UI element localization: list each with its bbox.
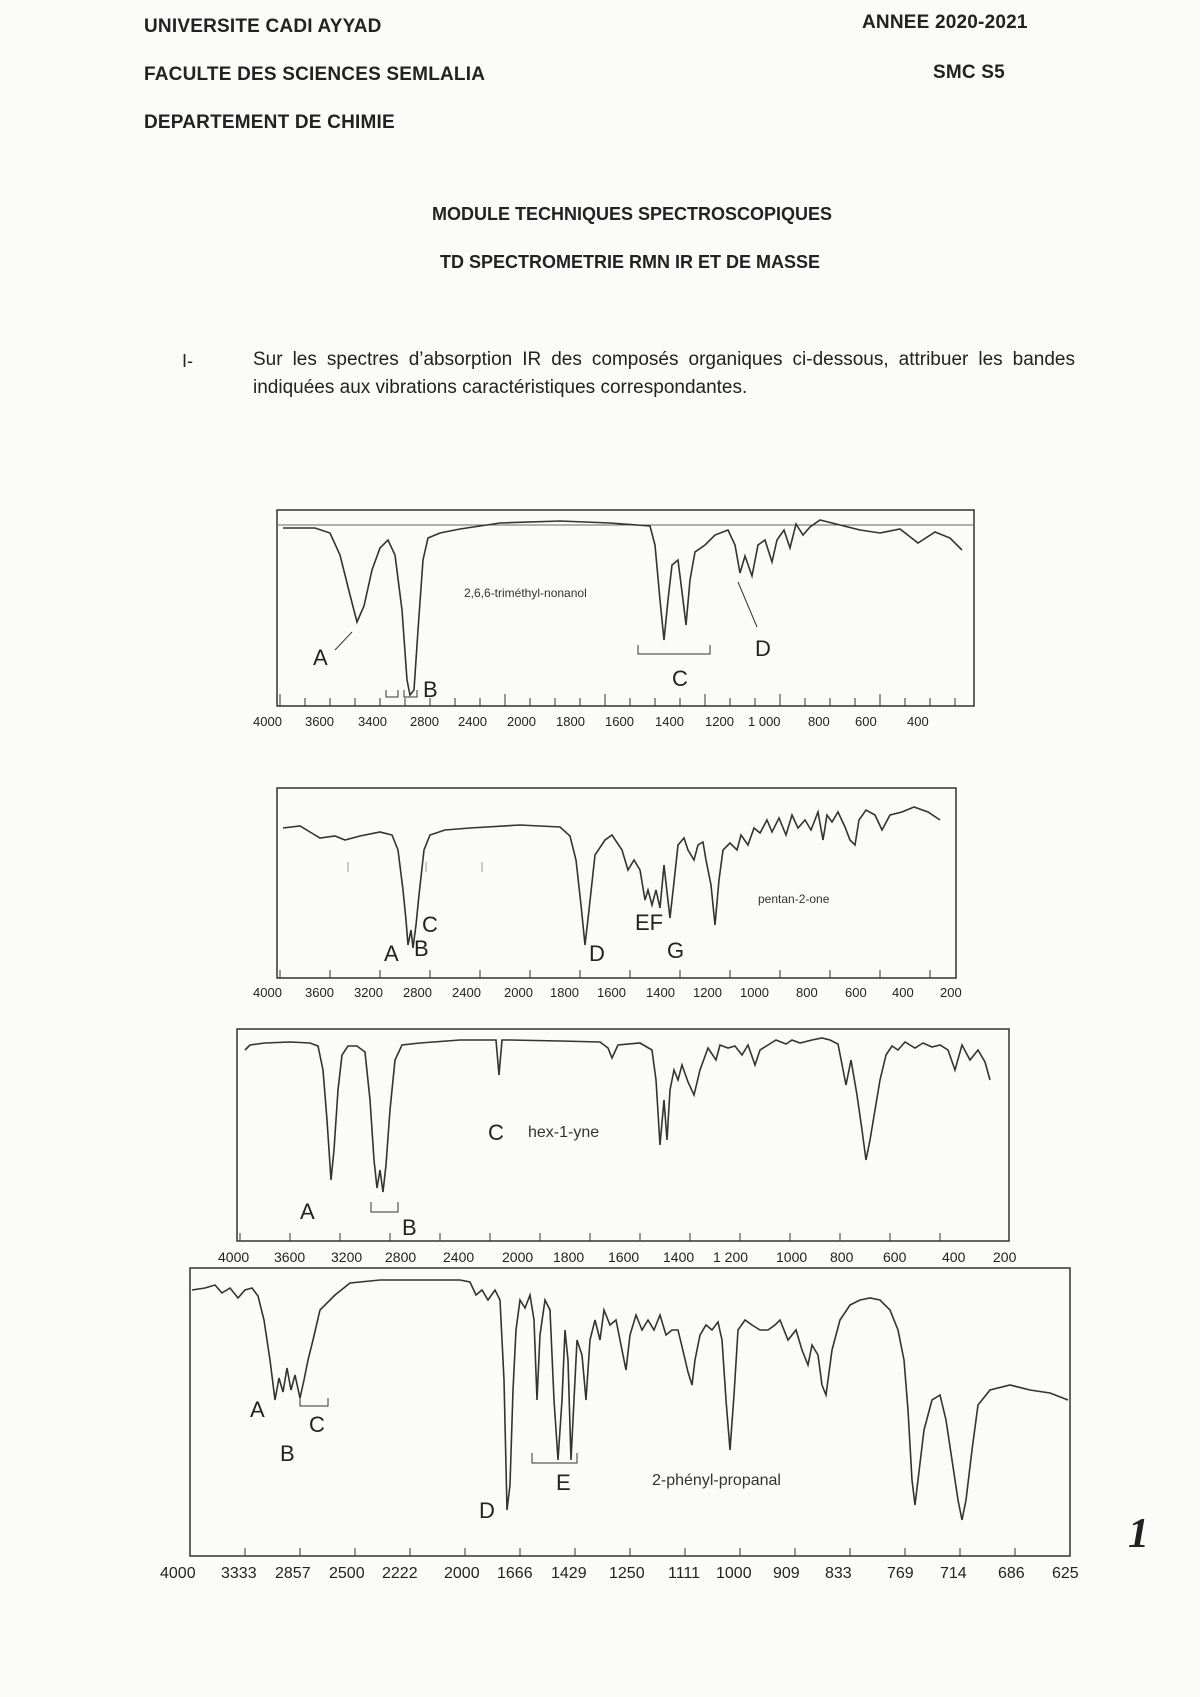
tick-label: 1111 xyxy=(668,1565,701,1582)
tick-label: 3333 xyxy=(221,1565,257,1582)
tick-label: 3600 xyxy=(274,1249,306,1265)
tick-label: 4000 xyxy=(218,1249,250,1265)
band-label-C: C xyxy=(672,666,688,691)
tick-label: 400 xyxy=(892,985,914,1000)
course-level: SMC S5 xyxy=(933,62,1005,83)
tick-label: 1250 xyxy=(609,1565,645,1582)
band-label-C: C xyxy=(488,1120,504,1145)
spectrum-trace xyxy=(192,1280,1068,1520)
tick-label: 3200 xyxy=(331,1249,363,1265)
university-name: UNIVERSITE CADI AYYAD xyxy=(144,16,382,37)
tick-label: 2000 xyxy=(504,985,533,1000)
band-label-E: E xyxy=(556,1470,571,1495)
band-label-B: B xyxy=(402,1215,417,1240)
ir-spectrum-4 xyxy=(0,1262,1200,1582)
tick-label: 1600 xyxy=(605,714,634,729)
tick-label: 1200 xyxy=(705,714,734,729)
tick-label: 1666 xyxy=(497,1565,533,1582)
band-label-C: C xyxy=(422,912,438,937)
ir-spectrum-2 xyxy=(0,760,1200,1010)
tick-label: 769 xyxy=(887,1565,914,1582)
tick-label: 1400 xyxy=(663,1249,695,1265)
tick-label: 600 xyxy=(883,1249,907,1265)
academic-year: ANNEE 2020-2021 xyxy=(862,12,1028,33)
tick-label: 1429 xyxy=(551,1565,587,1582)
compound-label: hex-1-yne xyxy=(528,1124,600,1141)
exercise-number: I- xyxy=(182,351,193,371)
tick-label: 2400 xyxy=(452,985,481,1000)
tick-label: 1000 xyxy=(716,1565,752,1582)
band-label-B: B xyxy=(414,936,429,961)
tick-label: 1400 xyxy=(655,714,684,729)
faculty-name: FACULTE DES SCIENCES SEMLALIA xyxy=(144,64,486,85)
compound-label: pentan-2-one xyxy=(758,892,830,906)
tick-label: 800 xyxy=(808,714,830,729)
tick-label: 1 200 xyxy=(713,1249,749,1265)
tick-label: 800 xyxy=(796,985,818,1000)
tick-label: 1400 xyxy=(646,985,675,1000)
compound-label: 2,6,6-triméthyl-nonanol xyxy=(464,586,587,600)
tick-label: 714 xyxy=(940,1565,967,1582)
page-number: 1 xyxy=(1128,1511,1149,1557)
tick-label: 200 xyxy=(993,1249,1017,1265)
tick-label: 1000 xyxy=(740,985,769,1000)
spectrum-trace xyxy=(245,1038,990,1192)
tick-label: 400 xyxy=(942,1249,966,1265)
tick-label: 2800 xyxy=(410,714,439,729)
spectrum-frame xyxy=(237,1029,1009,1241)
spectrum-frame xyxy=(277,788,956,978)
spectrum-trace xyxy=(283,520,962,695)
tick-label: 1800 xyxy=(553,1249,585,1265)
tick-label: 2400 xyxy=(443,1249,475,1265)
module-title: MODULE TECHNIQUES SPECTROSCOPIQUES xyxy=(432,204,833,224)
tick-label: 600 xyxy=(855,714,877,729)
tick-label: 2500 xyxy=(329,1565,365,1582)
tick-label: 833 xyxy=(825,1565,852,1582)
band-label-D: D xyxy=(589,941,605,966)
band-label-C: C xyxy=(309,1412,325,1437)
td-title: TD SPECTROMETRIE RMN IR ET DE MASSE xyxy=(440,252,821,272)
band-label-A: A xyxy=(313,645,328,670)
tick-label: 2400 xyxy=(458,714,487,729)
spectrum-frame xyxy=(277,510,974,706)
compound-label: 2-phényl-propanal xyxy=(652,1472,781,1489)
exercise-statement: Sur les spectres d’absorption IR des composés organiques ci-dessous, attribuer les bandes indiquées aux vibrations caractéristiques correspondantes. xyxy=(253,349,1075,398)
department-name: DEPARTEMENT DE CHIMIE xyxy=(144,112,395,133)
tick-label: 2800 xyxy=(403,985,432,1000)
tick-label: 1000 xyxy=(776,1249,808,1265)
tick-label: 2000 xyxy=(502,1249,534,1265)
tick-label: 400 xyxy=(907,714,929,729)
band-label-A: A xyxy=(384,941,399,966)
band-label-D: D xyxy=(479,1498,495,1523)
tick-label: 2000 xyxy=(444,1565,480,1582)
tick-label: 600 xyxy=(845,985,867,1000)
band-label-B: B xyxy=(423,677,438,702)
spectrum-trace xyxy=(283,807,940,948)
tick-label: 1800 xyxy=(550,985,579,1000)
tick-label: 2857 xyxy=(275,1565,311,1582)
tick-label: 1800 xyxy=(556,714,585,729)
tick-label: 686 xyxy=(998,1565,1025,1582)
band-label-EF: EF xyxy=(635,910,664,935)
tick-label: 3600 xyxy=(305,985,334,1000)
ir-spectrum-1 xyxy=(0,0,1200,760)
tick-label: 4000 xyxy=(253,985,282,1000)
tick-label: 3400 xyxy=(358,714,387,729)
tick-label: 200 xyxy=(940,985,962,1000)
tick-label: 1600 xyxy=(608,1249,640,1265)
tick-label: 4000 xyxy=(160,1565,196,1582)
band-label-D: D xyxy=(755,636,771,661)
band-label-G: G xyxy=(667,938,685,963)
tick-label: 1 000 xyxy=(748,714,781,729)
tick-label: 1600 xyxy=(597,985,626,1000)
tick-label: 2800 xyxy=(385,1249,417,1265)
tick-label: 3600 xyxy=(305,714,334,729)
tick-label: 625 xyxy=(1052,1565,1079,1582)
band-label-B: B xyxy=(280,1441,295,1466)
tick-label: 2000 xyxy=(507,714,536,729)
band-label-A: A xyxy=(300,1199,315,1224)
tick-label: 1200 xyxy=(693,985,722,1000)
tick-label: 3200 xyxy=(354,985,383,1000)
band-label-A: A xyxy=(250,1397,265,1422)
tick-label: 800 xyxy=(830,1249,854,1265)
tick-label: 909 xyxy=(773,1565,800,1582)
ir-spectrum-3 xyxy=(0,1010,1200,1270)
tick-label: 4000 xyxy=(253,714,282,729)
tick-label: 2222 xyxy=(382,1565,418,1582)
